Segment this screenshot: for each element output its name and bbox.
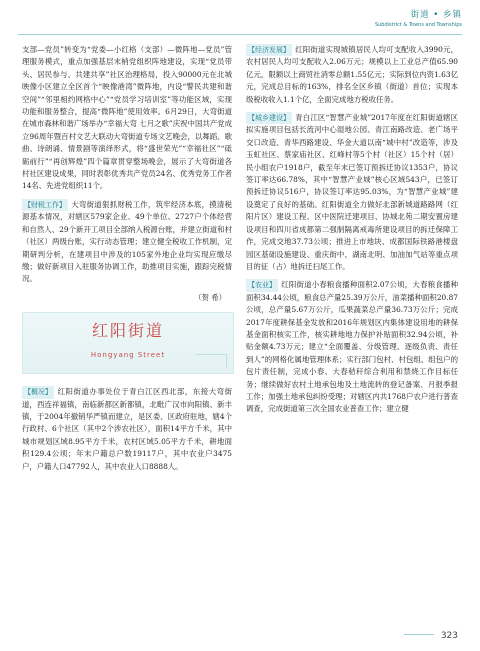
finance-text: 大弯街道狠抓财税工作，筑牢经济本底，摸清税源基本情况，对辖区579家企业、49个单位、2727户个体经营和自然人、29个新开工项目全部纳入税源台账，并建立街道和村（社区）两级台账，实行动态管理；建立健全税收工作机制，定期研判分析，在建项目中涉及的105家外地企业均实现应缴尽缴；做好新项目入驻服务协调工作，助推项目实施，跟踪完税情况。 xyxy=(22,199,232,284)
header-subtitle: Subdistrict & Towns and Townships xyxy=(374,22,462,28)
urban-tag: 【城乡建设】 xyxy=(246,112,292,124)
finance-tag: 【财税工作】 xyxy=(22,199,68,211)
finance-paragraph xyxy=(22,199,232,286)
overview-paragraph xyxy=(22,386,232,473)
overview-tag: 【概况】 xyxy=(22,386,54,398)
urban-text: 青白江区“智慧产业城”2017年度在红阳街道辖区拟实施项目包括长流河中心湿地公园、青江南路改造、老广场平交口改造、青华西路建设、华金大道以南“城中村”改造等，涉及玉虹社区、蔡家庙社区、红峰村等5个村（社区）15个村（居）民小组农户1918户，截至年末已签订预拆迁协议1353户，协议签订率达66.78%，其中“智慧产业城”核心区域543户，已签订预拆迁协议516户，协议签订率达95.03%，为“智慧产业城”建设奠定了良好的基础。红阳街道全力做好北部新城道路路网（红阳片区）建设工程、区中医院迁建项目、协城北苑二期安置房建设项目和四川省成都第二强制隔离戒毒所建设项目的拆迁保障工作，完成交地37.73公顷；推进上市地块、成都国际铁路港楼盘园区基础设施建设、重庆街中、湖南北明、加油加气站等重点项目的征（占）地拆迁扫尾工作。 xyxy=(246,113,458,271)
economy-tag: 【经济发展】 xyxy=(246,44,292,56)
left-column xyxy=(22,44,232,479)
intro-paragraph: 支部—党员”转变为“党委—小红格（支部）—微阵地—党员”管理服务模式，重点加强基层末梢党组织阵地建设，实现“党员带头、居民参与、共建共享”社区治理格局，投入90000元在北城映像小区建立全区首个“映像港湾”微阵地，内设“警民共建和谐空间”“邻里相约网格中心”“党员学习培训室”等功能区域，实现功能和服务整合，提高“微阵地”使用效率。6月29日，大弯街道在城市森林和谐广场举办“幸福大弯 七月之歌”庆祝中国共产党成立96周年暨百村文艺大联动大弯街道专场文艺晚会，以舞蹈、歌曲、诗朗诵、情景剧等演绎形式，将“盛世荣光”“幸福社区”“砥砺前行”“再创辉煌”四个篇章贯穿整场晚会，展示了大弯街道各村社区建设成果，同时表彰优秀共产党员24名、优秀党务工作者14名、先进党组织11个。 xyxy=(22,45,232,191)
header-title: 街道 • 乡镇 xyxy=(410,10,462,20)
right-column xyxy=(246,44,458,422)
page-number: 323 xyxy=(440,631,458,641)
economy-text: 红阳街道实现城镇居民人均可支配收入3990元，农村居民人均可支配收入2.06万元；规模以上工业总产值65.90亿元，限额以上商贸社消零总额1.55亿元；实际到位内资1.63亿元，完成总目标的163%，排名全区乡镇（街道）首位；实现本级税收收入1.1个亿，全面完成地方税收任务。 xyxy=(246,45,458,104)
agri-text: 红阳街道小春粮食播种面积2.07公顷，大春粮食播种面积34.44公顷，粮食总产量25.39万公斤，油菜播种面积20.87公顷，总产量5.67万公斤，瓜果蔬菜总产量36.73万公斤；完成2017年度耕保基金发放和2016年规划区内集体建设用地的耕保基金面积核实工作，核实耕地地力保护补贴面积32.94公顷，补贴金额4.73万元；建立“全面覆盖、分级管理、逐级负责、责任到人”的网格化属地管理体系；实行部门包村、村包组、组包户的包片责任制，完成小春、大春秸秆综合利用和禁烧工作目标任务；继续做好农村土地承包地及土地流转的登记备案、月报季报工作；加强土地承包纠纷受理；对辖区内共1768户农户进行普查调查，完成街道第三次全国农业普查工作；建立健 xyxy=(246,280,458,414)
author-credit: （贺 希） xyxy=(194,292,226,302)
banner-subtitle: Hongyang Street xyxy=(90,351,166,360)
section-banner xyxy=(22,312,234,374)
overview-text: 红阳街道办事处位于青白江区西北部，东接大弯街道，西连祥福镇，南临新都区新都镇，北毗广汉市向阳镇、新丰镇，于2004年撤销华严镇而建立，是区委、区政府驻地，辖4个行政村、6个社区（其中2个涉农社区），面积14平方千米，其中城市规划区域8.95平方千米，农村区域5.05平方千米，耕地面积129.4公顷；年末户籍总户数19117户，其中农业户3475户，户籍人口47792人，其中农业人口8888人。 xyxy=(22,387,232,471)
agri-tag: 【农业】 xyxy=(246,279,278,291)
page-number-rule xyxy=(404,634,434,635)
urban-paragraph xyxy=(246,112,458,273)
banner-title: 红阳街道 xyxy=(91,321,164,341)
header-divider xyxy=(18,34,462,35)
economy-paragraph xyxy=(246,44,458,106)
banner-decoration xyxy=(196,354,227,369)
page-header xyxy=(375,8,462,28)
agri-paragraph xyxy=(246,279,458,415)
